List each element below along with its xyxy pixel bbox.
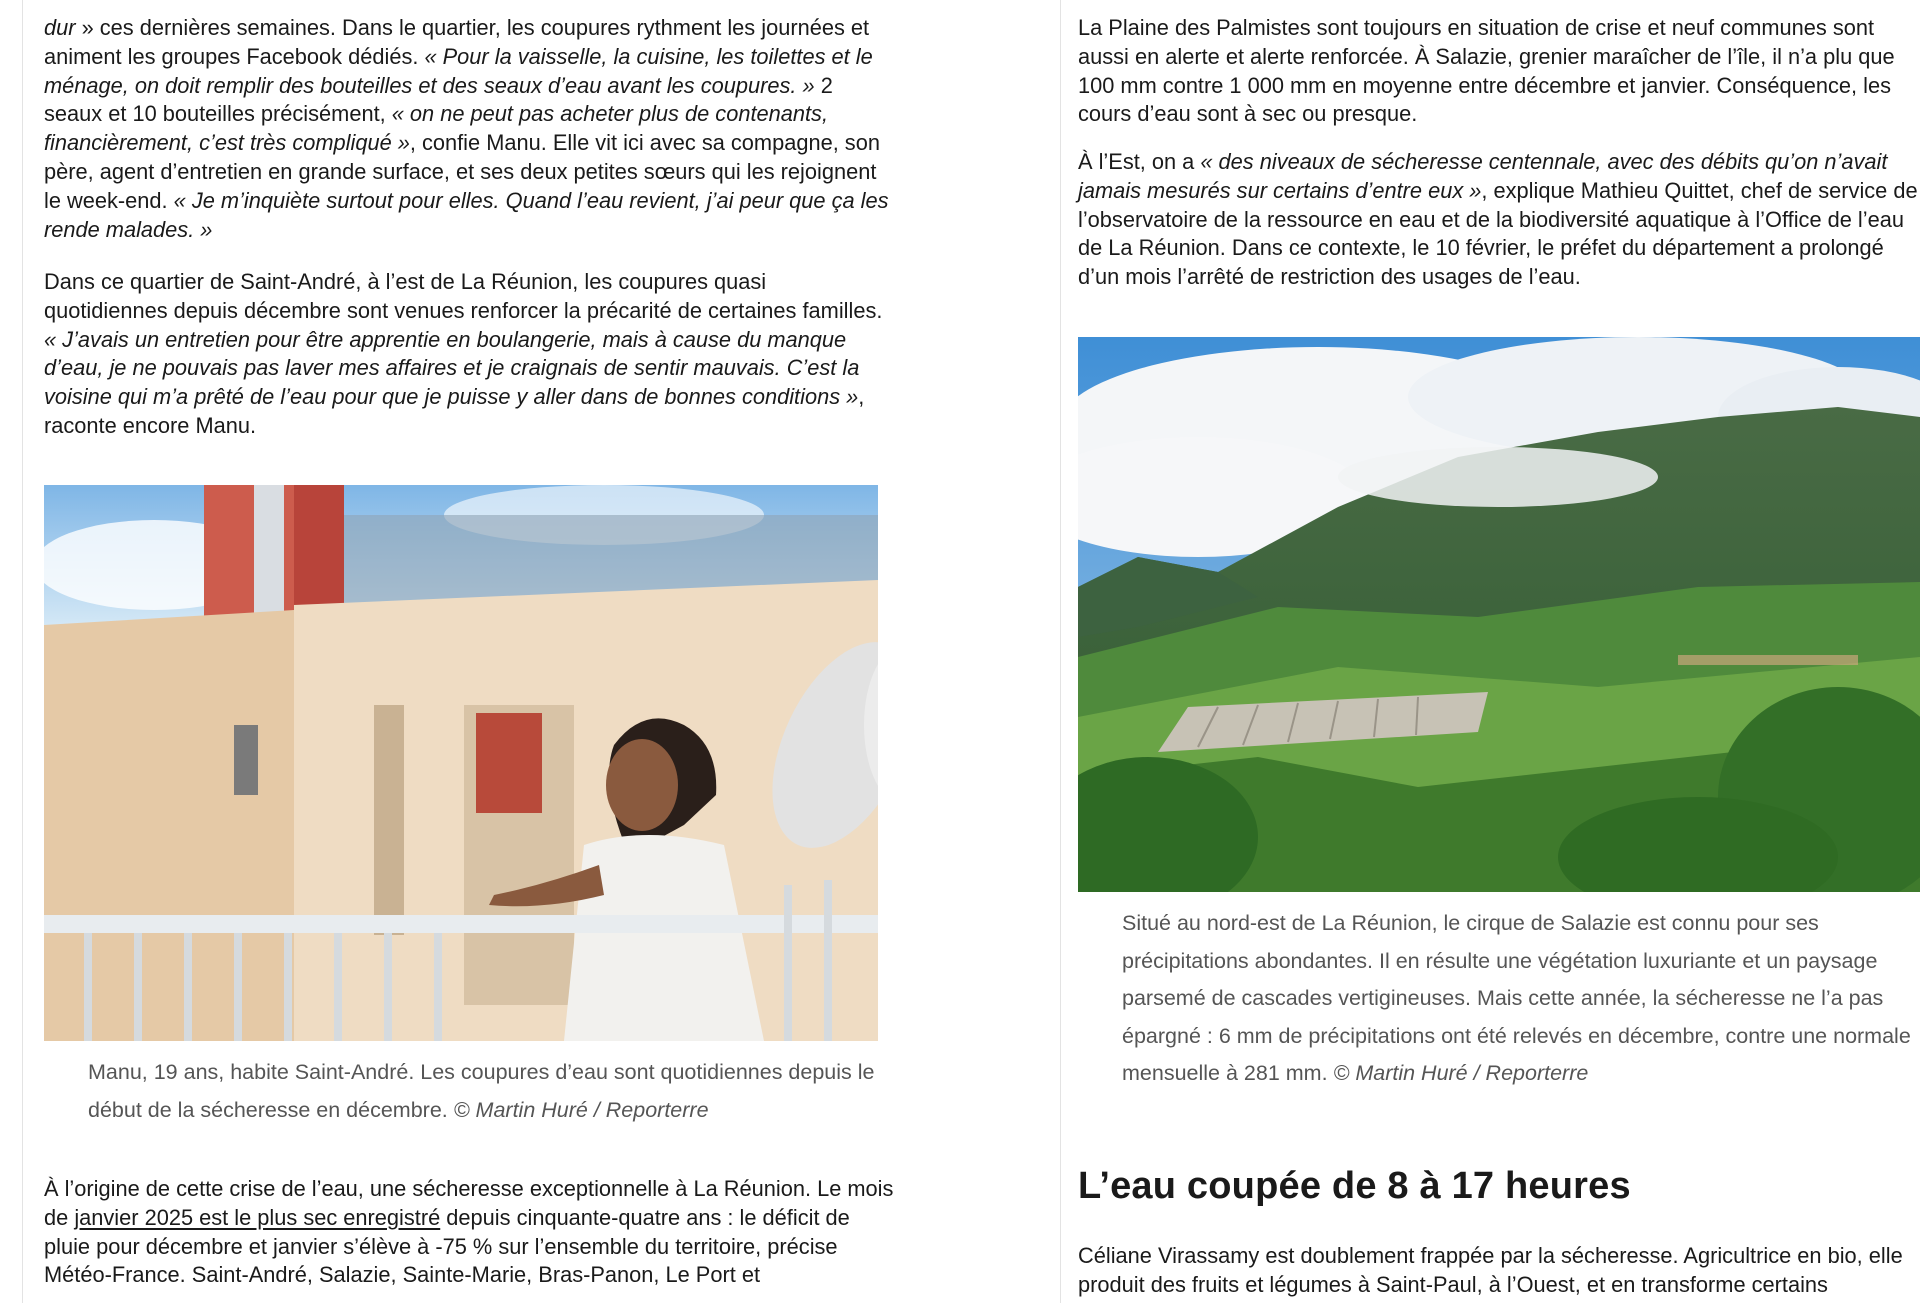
link-january-2025-driest[interactable]: janvier 2025 est le plus sec enregistré xyxy=(74,1204,441,1230)
paragraph-saint-andre: Dans ce quartier de Saint-André, à l’est de La Réunion, les coupures quasi quotidiennes depuis décembre sont venues renforcer la précarité de certaines familles. « J’avais un entretien pour être apprentie en boulangerie, mais à cause du manque d’eau, je ne pouvais pas laver mes affaires et je craignais de sentir mauvais. C’est la voisine qui m’a prêté de l’eau pour que je puisse y aller dans de bonnes conditions », raconte encore Manu. xyxy=(44,269,883,438)
salazie-landscape-illustration xyxy=(1078,337,1920,892)
paragraph-east-drought: À l’Est, on a « des niveaux de sécheresse centennale, avec des débits qu’on n’avait jamais mesurés sur certains d’entre eux », explique Mathieu Quittet, chef de service de l’observatoire de la ressource en eau et de la biodiversité aquatique à l’Office de l’eau de La Réunion. Dans ce contexte, le 10 février, le préfet du département a prolongé d’un mois l’arrêté de restriction des usages de l’eau. xyxy=(1078,149,1918,290)
balcony-illustration xyxy=(44,485,878,1041)
left-column-rule xyxy=(22,0,23,1303)
paragraph-manu-quotes: dur » ces dernières semaines. Dans le quartier, les coupures rythment les journées et animent les groupes Facebook dédiés. « Pour la vaisselle, la cuisine, les toilettes et le ménage, on doit remplir des bouteilles et des seaux d’eau avant les coupures. » 2 seaux et 10 bouteilles précisément, « on ne peut pas acheter plus de contenants, financièrement, c’est très compliqué », confie Manu. Elle vit ici avec sa compagne, son père, agent d’entretien en grande surface, et ses deux petites sœurs qui les rejoignent le week-end. « Je m’inquiète surtout pour elles. Quand l’eau revient, j’ai peur que ça les rende malades. » xyxy=(44,15,889,242)
photo-manu-balcony xyxy=(44,485,878,1041)
photo-caption-manu: Manu, 19 ans, habite Saint-André. Les coupures d’eau sont quotidiennes depuis le début de la sécheresse en décembre. © Martin Huré / Reporterre xyxy=(88,1060,875,1122)
paragraph-crisis-communes: La Plaine des Palmistes sont toujours en situation de crise et neuf communes sont aussi en alerte et alerte renforcée. À Salazie, grenier maraîcher de l’île, il n’a plu que 100 mm contre 1 000 mm en moyenne entre décembre et janvier. Conséquence, les cours d’eau sont à sec ou presque. xyxy=(1078,15,1895,127)
photo-caption-salazie: Situé au nord-est de La Réunion, le cirque de Salazie est connu pour ses précipitations abondantes. Il en résulte une végétation luxuriante et un paysage parsemé de cascades vertigineuses. Mais cette année, la sécheresse ne l’a pas épargné : 6 mm de précipitations ont été relevés en décembre, contre une normale mensuelle à 281 mm. © Martin Huré / Reporterre xyxy=(1122,911,1911,1085)
photo-salazie-cirque xyxy=(1078,337,1920,892)
paragraph-celiane: Céliane Virassamy est doublement frappée par la sécheresse. Agricultrice en bio, elle produit des fruits et légumes à Saint-Paul, à l’Ouest, et en transforme certains xyxy=(1078,1243,1903,1297)
center-column-rule xyxy=(1060,0,1061,1303)
section-heading-water-cut: L’eau coupée de 8 à 17 heures xyxy=(1078,1165,1631,1207)
paragraph-drought-origin: À l’origine de cette crise de l’eau, une sécheresse exceptionnelle à La Réunion. Le mois de janvier 2025 est le plus sec enregistré depuis cinquante-quatre ans : le déficit de pluie pour décembre et janvier s’élève à -75 % sur l’ensemble du territoire, précise Météo-France. Saint-André, Salazie, Sainte-Marie, Bras-Panon, Le Port et xyxy=(44,1176,894,1288)
